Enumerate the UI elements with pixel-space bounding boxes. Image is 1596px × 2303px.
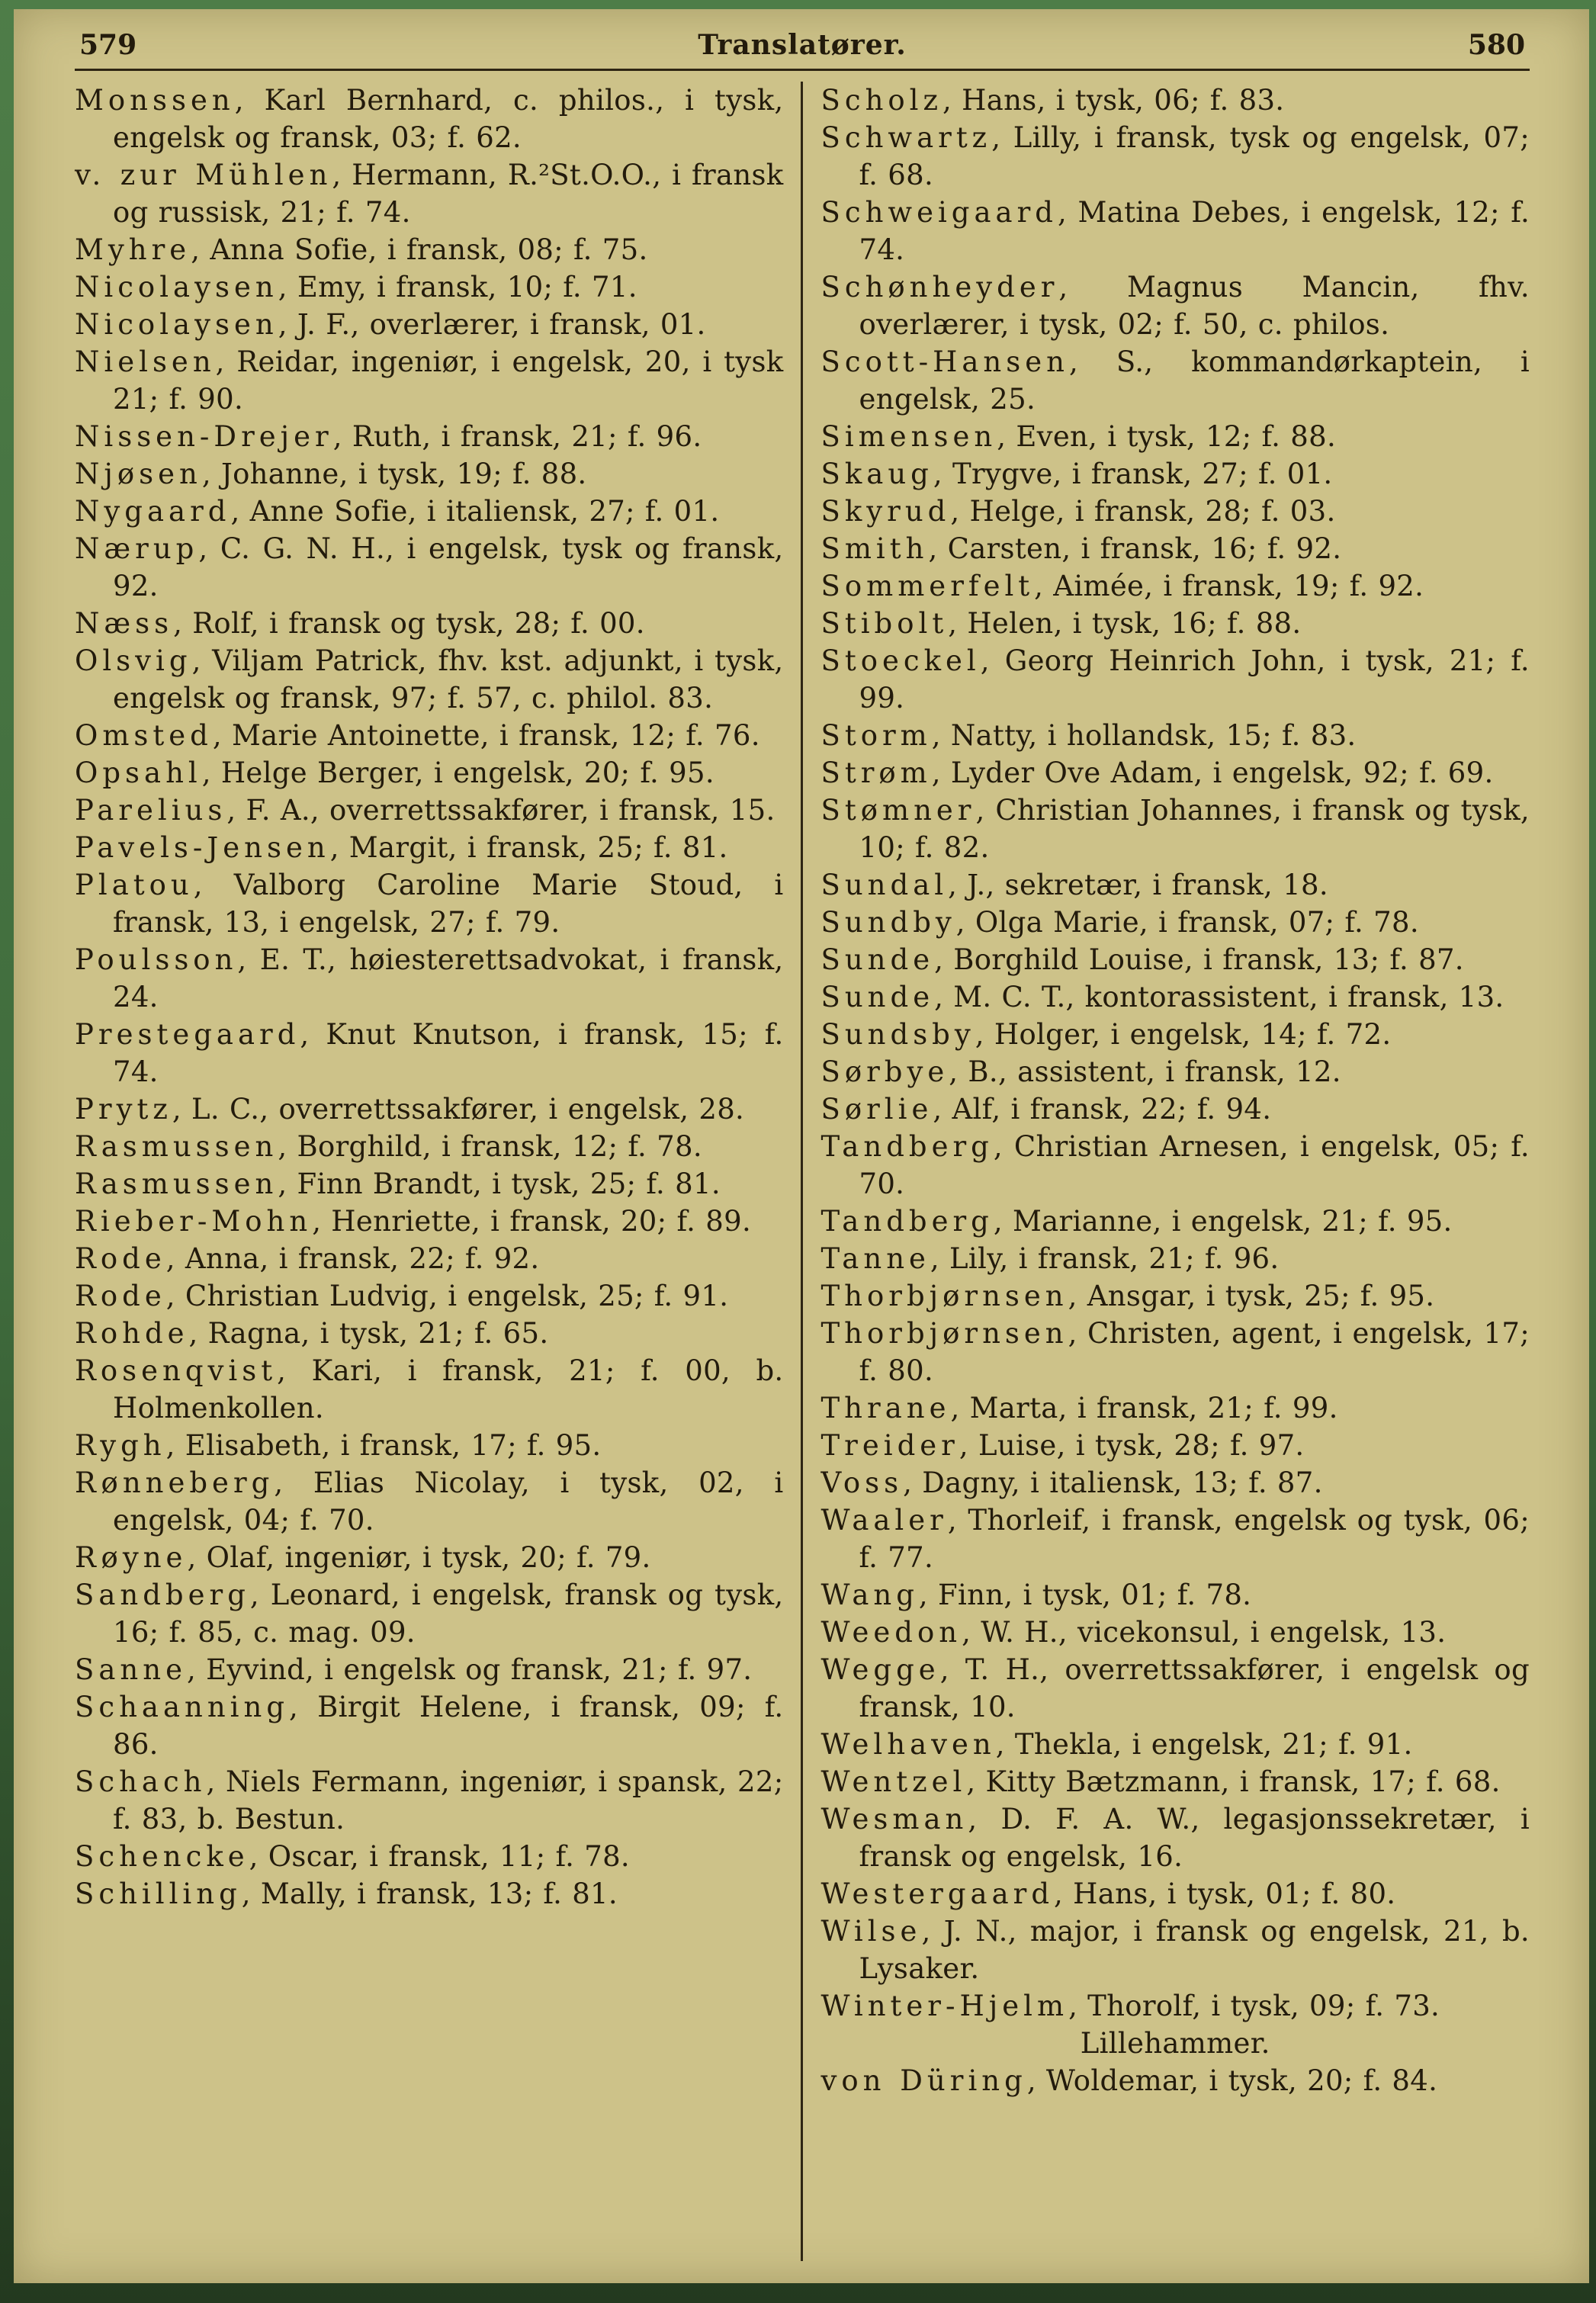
entry-surname: Simensen — [820, 420, 997, 453]
entry-surname: Stibolt — [820, 607, 949, 640]
page-number-left: 579 — [79, 29, 137, 61]
entry-surname: Schweigaard — [820, 196, 1058, 229]
entry-surname: Omsted — [75, 719, 213, 752]
entry-surname: Sørlie — [820, 1093, 933, 1126]
section-heading: Lillehammer. — [1080, 2027, 1270, 2060]
directory-entry — [821, 978, 1530, 1016]
entry-details: , Lily, i fransk, 21; f. 96. — [930, 1242, 1280, 1275]
entry-surname: Sommerfelt — [820, 570, 1035, 602]
directory-entry — [75, 418, 784, 455]
entry-details: , Niels Fermann, ingeniør, i spansk, 22; f. 83, b. Bestun. — [113, 1765, 784, 1836]
directory-entry — [75, 941, 784, 1016]
entry-surname: Stoeckel — [820, 644, 981, 677]
directory-entry — [75, 268, 784, 306]
entry-surname: Næss — [75, 607, 174, 640]
entry-details: , S., kommandørkaptein, i engelsk, 25. — [859, 345, 1530, 416]
entry-details: , Matina Debes, i engelsk, 12; f. 74. — [859, 196, 1530, 266]
directory-entry — [75, 530, 784, 605]
directory-entry — [821, 493, 1530, 530]
entry-surname: Winter-Hjelm — [820, 1990, 1069, 2022]
directory-entry — [821, 904, 1530, 941]
directory-entry — [75, 1763, 784, 1838]
entry-details: , Luise, i tysk, 28; f. 97. — [959, 1429, 1305, 1462]
directory-entry — [75, 605, 784, 642]
directory-entry — [75, 754, 784, 792]
directory-entry — [75, 1427, 784, 1464]
directory-entry — [75, 1352, 784, 1427]
entry-details: , Ansgar, i tysk, 25; f. 95. — [1068, 1280, 1435, 1312]
directory-entry — [821, 605, 1530, 642]
directory-entry — [821, 1315, 1530, 1389]
directory-entry — [75, 1464, 784, 1539]
directory-entry — [821, 1427, 1530, 1464]
entry-details: , Borghild Louise, i fransk, 13; f. 87. — [934, 943, 1464, 976]
entry-details: , Lilly, i fransk, tysk og engelsk, 07; f. 68. — [859, 121, 1530, 191]
entry-details: , Mally, i fransk, 13; f. 81. — [241, 1877, 618, 1910]
directory-entry — [75, 493, 784, 530]
entry-surname: Wang — [820, 1579, 919, 1611]
entry-details: , Kari, i fransk, 21; f. 00, b. Holmenkollen. — [113, 1354, 784, 1425]
directory-entry — [75, 1128, 784, 1165]
entry-details: , Lyder Ove Adam, i engelsk, 92; f. 69. — [931, 756, 1494, 789]
entry-details: , Elisabeth, i fransk, 17; f. 95. — [165, 1429, 602, 1462]
directory-entry — [821, 1203, 1530, 1240]
left-column — [75, 82, 801, 2261]
entry-details: , L. C., overrettssakfører, i engelsk, 28. — [172, 1093, 745, 1126]
directory-entry — [75, 1277, 784, 1315]
entry-surname: Myhre — [75, 233, 191, 266]
entry-details: , Marie Antoinette, i fransk, 12; f. 76. — [212, 719, 760, 752]
directory-entry — [821, 1389, 1530, 1427]
entry-surname: Schaanning — [75, 1691, 290, 1723]
entry-surname: Prestegaard — [75, 1018, 300, 1051]
entry-details: , Anne Sofie, i italiensk, 27; f. 01. — [230, 495, 720, 528]
entry-surname: Tanne — [820, 1242, 930, 1275]
directory-entry — [75, 1203, 784, 1240]
entry-surname: Tandberg — [820, 1205, 994, 1238]
entry-details: , Borghild, i fransk, 12; f. 78. — [278, 1130, 702, 1163]
directory-entry — [821, 1875, 1530, 1913]
entry-details: , Finn Brandt, i tysk, 25; f. 81. — [278, 1168, 721, 1200]
directory-entry — [821, 1016, 1530, 1053]
entry-surname: Parelius — [75, 794, 227, 827]
entry-details: , Rolf, i fransk og tysk, 28; f. 00. — [173, 607, 645, 640]
entry-surname: Storm — [820, 719, 932, 752]
entry-surname: Strøm — [820, 756, 932, 789]
directory-entry — [75, 156, 784, 231]
entry-surname: Weedon — [820, 1616, 962, 1649]
header-rule — [75, 69, 1530, 71]
entry-surname: Scott-Hansen — [820, 345, 1069, 378]
directory-entry — [75, 866, 784, 941]
directory-entry — [75, 455, 784, 493]
entry-surname: Sanne — [75, 1653, 187, 1686]
entry-surname: Njøsen — [75, 458, 202, 490]
directory-entry — [821, 792, 1530, 866]
directory-entry — [75, 1838, 784, 1875]
entry-surname: Nærup — [75, 532, 199, 565]
entry-surname: Rasmussen — [75, 1168, 278, 1200]
directory-entry — [821, 2062, 1530, 2099]
entry-details: , Natty, i hollandsk, 15; f. 83. — [931, 719, 1357, 752]
directory-entry — [821, 941, 1530, 978]
directory-entry — [821, 1464, 1530, 1502]
page-number-right: 580 — [1467, 29, 1525, 61]
entry-surname: Treider — [820, 1429, 959, 1462]
directory-entry — [821, 1726, 1530, 1763]
directory-entry — [821, 530, 1530, 567]
directory-entry — [821, 1800, 1530, 1875]
entry-surname: Schilling — [75, 1877, 242, 1910]
entry-surname: Schwartz — [820, 121, 992, 154]
entry-details: , Viljam Patrick, fhv. kst. adjunkt, i tysk, engelsk og fransk, 97; f. 57, c. philol. 83. — [113, 644, 784, 715]
entry-surname: Voss — [820, 1466, 904, 1499]
directory-entry — [75, 1651, 784, 1688]
entry-details: , Valborg Caroline Marie Stoud, i fransk, 13, i engelsk, 27; f. 79. — [113, 869, 784, 939]
directory-entry — [75, 1240, 784, 1277]
directory-entry — [75, 82, 784, 156]
directory-entry — [821, 268, 1530, 343]
entry-surname: Sunde — [820, 981, 935, 1013]
entry-surname: Sunde — [820, 943, 935, 976]
entry-details: , Dagny, i italiensk, 13; f. 87. — [903, 1466, 1323, 1499]
directory-entry — [75, 343, 784, 418]
entry-surname: Skyrud — [820, 495, 951, 528]
entry-surname: Rode — [75, 1242, 166, 1275]
directory-entry — [821, 119, 1530, 194]
directory-entry — [821, 567, 1530, 605]
entry-surname: Scholz — [820, 84, 943, 117]
entry-details: , Holger, i engelsk, 14; f. 72. — [975, 1018, 1392, 1051]
entry-details: , F. A., overrettssakfører, i fransk, 15. — [226, 794, 776, 827]
directory-entry — [75, 1090, 784, 1128]
entry-surname: Waaler — [820, 1504, 948, 1537]
entry-surname: Røyne — [75, 1541, 188, 1574]
entry-surname: Monssen — [75, 84, 235, 117]
entry-surname: Nicolaysen — [75, 271, 278, 304]
entry-surname: Sandberg — [75, 1579, 250, 1611]
directory-page — [14, 9, 1589, 2283]
entry-surname: Nissen-Drejer — [75, 420, 333, 453]
entry-surname: Wentzel — [820, 1765, 967, 1798]
directory-entry — [75, 1016, 784, 1090]
directory-entry — [821, 1614, 1530, 1651]
entry-details: , Marianne, i engelsk, 21; f. 95. — [993, 1205, 1453, 1238]
entry-details: , Elias Nicolay, i tysk, 02, i engelsk, 04; f. 70. — [113, 1466, 784, 1537]
directory-entry — [75, 231, 784, 268]
entry-details: , B., assistent, i fransk, 12. — [949, 1055, 1341, 1088]
entry-surname: Nicolaysen — [75, 308, 278, 341]
entry-details: , Henriette, i fransk, 20; f. 89. — [312, 1205, 752, 1238]
entry-details: , Christian Ludvig, i engelsk, 25; f. 91. — [165, 1280, 729, 1312]
entry-details: , Hans, i tysk, 06; f. 83. — [943, 84, 1285, 117]
directory-entry — [821, 1240, 1530, 1277]
entry-details: , Helge, i fransk, 28; f. 03. — [950, 495, 1336, 528]
entry-surname: Skaug — [820, 458, 933, 490]
directory-entry — [821, 1128, 1530, 1203]
entry-surname: Thorbjørnsen — [820, 1317, 1068, 1350]
entry-surname: Poulsson — [75, 943, 238, 976]
entry-surname: Tandberg — [820, 1130, 994, 1163]
columns-container — [75, 82, 1530, 2261]
directory-entry — [821, 1763, 1530, 1800]
entry-details: , Thorolf, i tysk, 09; f. 73. — [1068, 1990, 1440, 2022]
entry-details: , Alf, i fransk, 22; f. 94. — [933, 1093, 1272, 1126]
entry-surname: Thrane — [820, 1392, 951, 1425]
entry-surname: Rode — [75, 1280, 166, 1312]
entry-details: , Eyvind, i engelsk og fransk, 21; f. 97. — [186, 1653, 753, 1686]
directory-entry — [821, 1053, 1530, 1090]
directory-entry — [75, 306, 784, 343]
entry-details: , Anna Sofie, i fransk, 08; f. 75. — [191, 233, 648, 266]
directory-entry — [75, 1576, 784, 1651]
directory-entry — [75, 1539, 784, 1576]
entry-surname: Schønheyder — [820, 271, 1059, 304]
entry-details: , M. C. T., kontorassistent, i fransk, 13. — [934, 981, 1504, 1013]
entry-surname: Rygh — [75, 1429, 166, 1462]
entry-surname: Opsahl — [75, 756, 202, 789]
directory-entry — [75, 717, 784, 754]
entry-details: , Hans, i tysk, 01; f. 80. — [1054, 1877, 1396, 1910]
page-header — [75, 29, 1530, 69]
entry-surname: Prytz — [75, 1093, 172, 1126]
directory-entry — [821, 455, 1530, 493]
directory-entry — [75, 1165, 784, 1203]
entry-details: , Magnus Mancin, fhv. overlærer, i tysk, 02; f. 50, c. philos. — [859, 271, 1530, 341]
entry-surname: Wilse — [820, 1915, 922, 1948]
entry-surname: Wegge — [820, 1653, 940, 1686]
entry-details: , J. N., major, i fransk og engelsk, 21, b. Lysaker. — [859, 1915, 1530, 1985]
page-title: Translatører. — [698, 29, 907, 61]
entry-surname: Platou — [75, 869, 194, 901]
entry-surname: Pavels-Jensen — [75, 831, 330, 864]
entry-details: , Christen, agent, i engelsk, 17; f. 80. — [859, 1317, 1530, 1387]
entry-details: , Margit, i fransk, 25; f. 81. — [329, 831, 728, 864]
entry-surname: Sørbye — [820, 1055, 949, 1088]
entry-details: , Ruth, i fransk, 21; f. 96. — [332, 420, 702, 453]
entry-details: , Olaf, ingeniør, i tysk, 20; f. 79. — [187, 1541, 651, 1574]
directory-entry — [75, 792, 784, 829]
entry-surname: Welhaven — [820, 1728, 996, 1761]
entry-surname: Stømner — [820, 794, 976, 827]
entry-surname: Sundby — [820, 906, 956, 939]
entry-surname: Rønneberg — [75, 1466, 275, 1499]
entry-surname: Rohde — [75, 1317, 189, 1350]
entry-details: , Ragna, i tysk, 21; f. 65. — [188, 1317, 549, 1350]
entry-details: , E. T., høiesterettsadvokat, i fransk, 24. — [113, 943, 784, 1013]
directory-entry — [75, 1315, 784, 1352]
entry-details: , Oscar, i fransk, 11; f. 78. — [249, 1840, 630, 1873]
directory-entry — [821, 1576, 1530, 1614]
entry-details: , Olga Marie, i fransk, 07; f. 78. — [955, 906, 1419, 939]
entry-details: , Helge Berger, i engelsk, 20; f. 95. — [201, 756, 715, 789]
entry-surname: Sundsby — [820, 1018, 975, 1051]
entry-details: , Hermann, R.²St.O.O., i fransk og russisk, 21; f. 74. — [113, 159, 784, 229]
entry-surname: Schencke — [75, 1840, 249, 1873]
directory-entry — [75, 1875, 784, 1913]
entry-surname: Schach — [75, 1765, 207, 1798]
entry-surname: Wesman — [820, 1803, 968, 1836]
directory-entry — [821, 866, 1530, 904]
entry-details: , Even, i tysk, 12; f. 88. — [997, 420, 1337, 453]
directory-entry — [821, 754, 1530, 792]
entry-surname: Sundal — [820, 869, 949, 901]
directory-entry — [75, 642, 784, 717]
entry-details: , Anna, i fransk, 22; f. 92. — [165, 1242, 540, 1275]
entry-details: , Karl Bernhard, c. philos., i tysk, engelsk og fransk, 03; f. 62. — [113, 84, 784, 154]
directory-entry — [821, 194, 1530, 268]
entry-details: , Thorleif, i fransk, engelsk og tysk, 06; f. 77. — [859, 1504, 1530, 1574]
entry-surname: Rosenqvist — [75, 1354, 278, 1387]
entry-details: , Georg Heinrich John, i tysk, 21; f. 99. — [859, 644, 1530, 715]
entry-details: , Finn, i tysk, 01; f. 78. — [918, 1579, 1252, 1611]
directory-entry — [821, 418, 1530, 455]
entry-details: , Carsten, i fransk, 16; f. 92. — [928, 532, 1342, 565]
entry-details: , J. F., overlærer, i fransk, 01. — [278, 308, 706, 341]
entry-details: , Aimée, i fransk, 19; f. 92. — [1034, 570, 1424, 602]
entry-details: , Emy, i fransk, 10; f. 71. — [278, 271, 637, 304]
entry-surname: von Düring — [820, 2064, 1027, 2097]
entry-surname: Rieber-Mohn — [75, 1205, 313, 1238]
directory-entry — [821, 1277, 1530, 1315]
entry-details: , Birgit Helene, i fransk, 09; f. 86. — [113, 1691, 784, 1761]
entry-details: , Helen, i tysk, 16; f. 88. — [948, 607, 1302, 640]
entry-surname: Olsvig — [75, 644, 192, 677]
entry-surname: Westergaard — [820, 1877, 1055, 1910]
entry-surname: v. zur Mühlen — [75, 159, 332, 191]
entry-details: , Knut Knutson, i fransk, 15; f. 74. — [113, 1018, 784, 1088]
entry-details: , C. G. N. H., i engelsk, tysk og fransk, 92. — [113, 532, 784, 602]
directory-entry — [821, 1502, 1530, 1576]
directory-entry — [821, 642, 1530, 717]
entry-details: , T. H., overrettssakfører, i engelsk og fransk, 10. — [859, 1653, 1530, 1723]
entry-details: , Marta, i fransk, 21; f. 99. — [950, 1392, 1338, 1425]
directory-entry — [821, 717, 1530, 754]
entry-details: , Leonard, i engelsk, fransk og tysk, 16; f. 85, c. mag. 09. — [113, 1579, 784, 1649]
directory-entry — [821, 82, 1530, 119]
entry-surname: Nielsen — [75, 345, 216, 378]
entry-details: , Reidar, ingeniør, i engelsk, 20, i tysk 21; f. 90. — [113, 345, 784, 416]
entry-surname: Rasmussen — [75, 1130, 278, 1163]
entry-surname: Smith — [820, 532, 929, 565]
entry-details: , Johanne, i tysk, 19; f. 88. — [201, 458, 587, 490]
entry-surname: Nygaard — [75, 495, 231, 528]
entry-details: , Kitty Bætzmann, i fransk, 17; f. 68. — [966, 1765, 1501, 1798]
entry-details: , Trygve, i fransk, 27; f. 01. — [933, 458, 1333, 490]
directory-entry — [821, 1651, 1530, 1726]
directory-entry — [821, 1913, 1530, 1987]
entry-details: , D. F. A. W., legasjonssekretær, i fransk og engelsk, 16. — [859, 1803, 1530, 1873]
directory-entry — [75, 829, 784, 866]
entry-details: , Thekla, i engelsk, 21; f. 91. — [995, 1728, 1413, 1761]
directory-entry — [75, 1688, 784, 1763]
entry-details: , W. H., vicekonsul, i engelsk, 13. — [962, 1616, 1447, 1649]
entry-details: , Woldemar, i tysk, 20; f. 84. — [1026, 2064, 1438, 2097]
directory-entry — [821, 1987, 1530, 2025]
entry-surname: Thorbjørnsen — [820, 1280, 1068, 1312]
entry-details: , J., sekretær, i fransk, 18. — [948, 869, 1328, 901]
directory-entry — [821, 1090, 1530, 1128]
right-column — [803, 82, 1530, 2261]
entry-details: , Christian Arnesen, i engelsk, 05; f. 70. — [859, 1130, 1530, 1200]
entry-details: , Christian Johannes, i fransk og tysk, 10; f. 82. — [859, 794, 1530, 864]
directory-entry — [821, 343, 1530, 418]
